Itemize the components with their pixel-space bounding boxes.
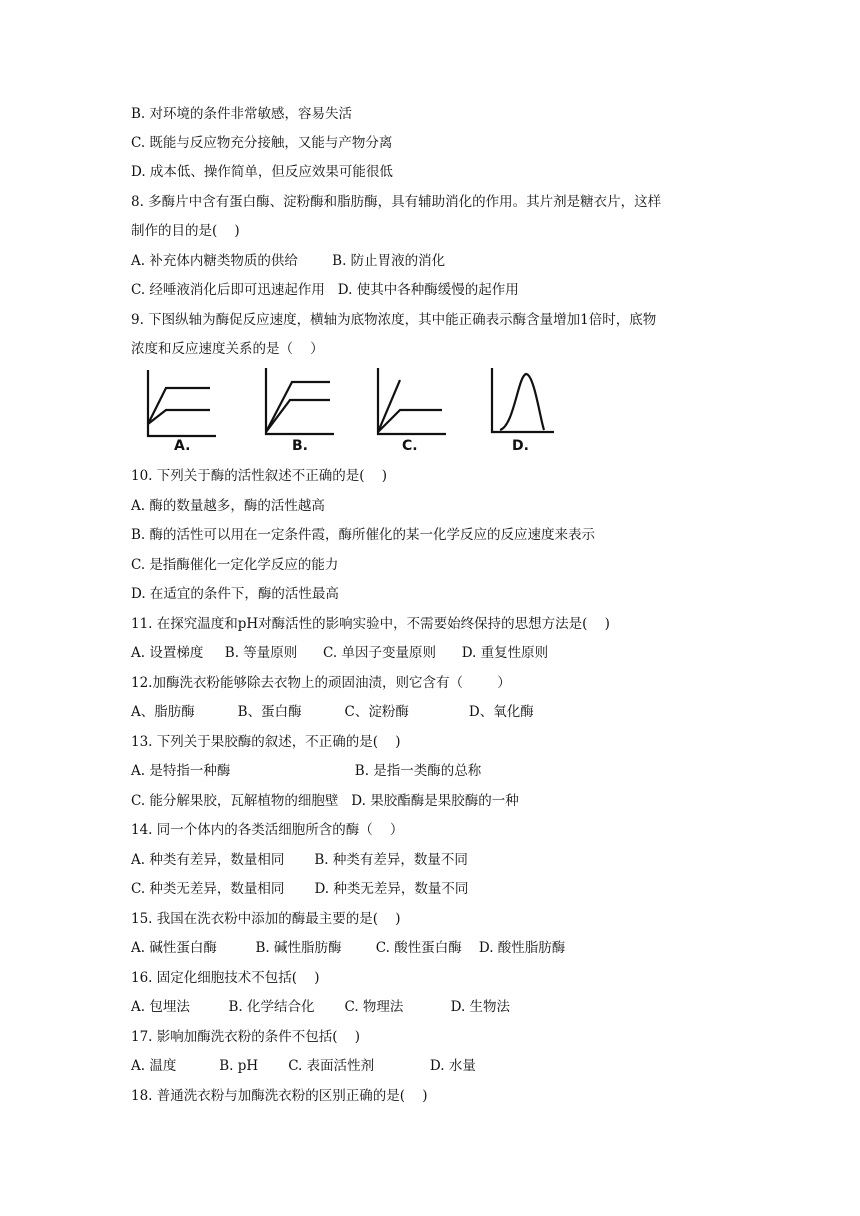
q11-options: A. 设置梯度 B. 等量原则 C. 单因子变量原则 D. 重复性原则 bbox=[131, 645, 549, 661]
graph-b-label: B. bbox=[292, 438, 308, 454]
q14-options-cd: C. 种类无差异，数量相同 D. 种类无差异，数量不同 bbox=[131, 881, 469, 897]
q15-stem: 15. 我国在洗衣粉中添加的酶最主要的是( ) bbox=[131, 911, 401, 927]
q9-graph-b bbox=[258, 366, 338, 454]
q7-option-b: B. 对环境的条件非常敏感，容易失活 bbox=[131, 106, 353, 122]
q14-stem: 14. 同一个体内的各类活细胞所含的酶（ ） bbox=[131, 822, 404, 838]
q10-option-a: A. 酶的数量越多，酶的活性越高 bbox=[131, 498, 325, 514]
graph-a-plot bbox=[140, 366, 220, 440]
q10-option-c: C. 是指酶催化一定化学反应的能力 bbox=[131, 557, 339, 573]
q9-stem-line-2: 浓度和反应速度关系的是（ ） bbox=[131, 341, 324, 357]
q17-options: A. 温度 B. pH C. 表面活性剂 D. 水量 bbox=[131, 1058, 476, 1074]
q8-options-cd: C. 经唾液消化后即可迅速起作用 D. 使其中各种酶缓慢的起作用 bbox=[131, 282, 519, 298]
q18-stem: 18. 普通洗衣粉与加酶洗衣粉的区别正确的是( ) bbox=[131, 1088, 428, 1104]
graph-c-plot bbox=[370, 366, 450, 440]
graph-a-label: A. bbox=[174, 438, 191, 454]
graph-c-label: C. bbox=[402, 438, 418, 454]
graph-d-label: D. bbox=[512, 438, 529, 454]
q16-stem: 16. 固定化细胞技术不包括( ) bbox=[131, 970, 320, 986]
q8-stem-line-2: 制作的目的是( ) bbox=[131, 223, 240, 239]
q12-stem: 12.加酶洗衣粉能够除去衣物上的顽固油渍，则它含有（ ） bbox=[131, 675, 511, 691]
q9-stem-line-1: 9. 下图纵轴为酶促反应速度，横轴为底物浓度，其中能正确表示酶含量增加1倍时，底物 bbox=[131, 312, 657, 328]
q13-stem: 13. 下列关于果胶酶的叙述，不正确的是( ) bbox=[131, 734, 401, 750]
graph-d-plot bbox=[484, 366, 564, 440]
q13-options-cd: C. 能分解果胶，瓦解植物的细胞壁 D. 果胶酯酶是果胶酶的一种 bbox=[131, 793, 519, 809]
q11-stem: 11. 在探究温度和pH对酶活性的影响实验中，不需要始终保持的思想方法是( ) bbox=[131, 616, 610, 632]
graph-b-plot bbox=[258, 366, 338, 440]
q16-options: A. 包埋法 B. 化学结合化 C. 物理法 D. 生物法 bbox=[131, 999, 511, 1015]
q17-stem: 17. 影响加酶洗衣粉的条件不包括( ) bbox=[131, 1029, 360, 1045]
q9-graph-d bbox=[484, 366, 564, 454]
q9-figure-row bbox=[140, 366, 570, 462]
q7-option-d: D. 成本低、操作简单，但反应效果可能很低 bbox=[131, 164, 393, 180]
q8-stem-line-1: 8. 多酶片中含有蛋白酶、淀粉酶和脂肪酶，具有辅助消化的作用。其片剂是糖衣片，这样 bbox=[131, 194, 662, 210]
q8-options-ab: A. 补充体内糖类物质的供给 B. 防止胃液的消化 bbox=[131, 253, 446, 269]
q9-graph-a bbox=[140, 366, 220, 454]
q13-options-ab: A. 是特指一种酶 B. 是指一类酶的总称 bbox=[131, 763, 482, 779]
q10-option-d: D. 在适宜的条件下，酶的活性最高 bbox=[131, 586, 339, 602]
q10-option-b: B. 酶的活性可以用在一定条件霞，酶所催化的某一化学反应的反应速度来表示 bbox=[131, 527, 596, 543]
q14-options-ab: A. 种类有差异，数量相同 B. 种类有差异，数量不同 bbox=[131, 852, 468, 868]
q12-options: A、脂肪酶 B、蛋白酶 C、淀粉酶 D、氧化酶 bbox=[131, 704, 534, 720]
q7-option-c: C. 既能与反应物充分接触，又能与产物分离 bbox=[131, 135, 393, 151]
q15-options: A. 碱性蛋白酶 B. 碱性脂肪酶 C. 酸性蛋白酶 D. 酸性脂肪酶 bbox=[131, 940, 566, 956]
q10-stem: 10. 下列关于酶的活性叙述不正确的是( ) bbox=[131, 468, 387, 484]
q9-graph-c bbox=[370, 366, 450, 454]
